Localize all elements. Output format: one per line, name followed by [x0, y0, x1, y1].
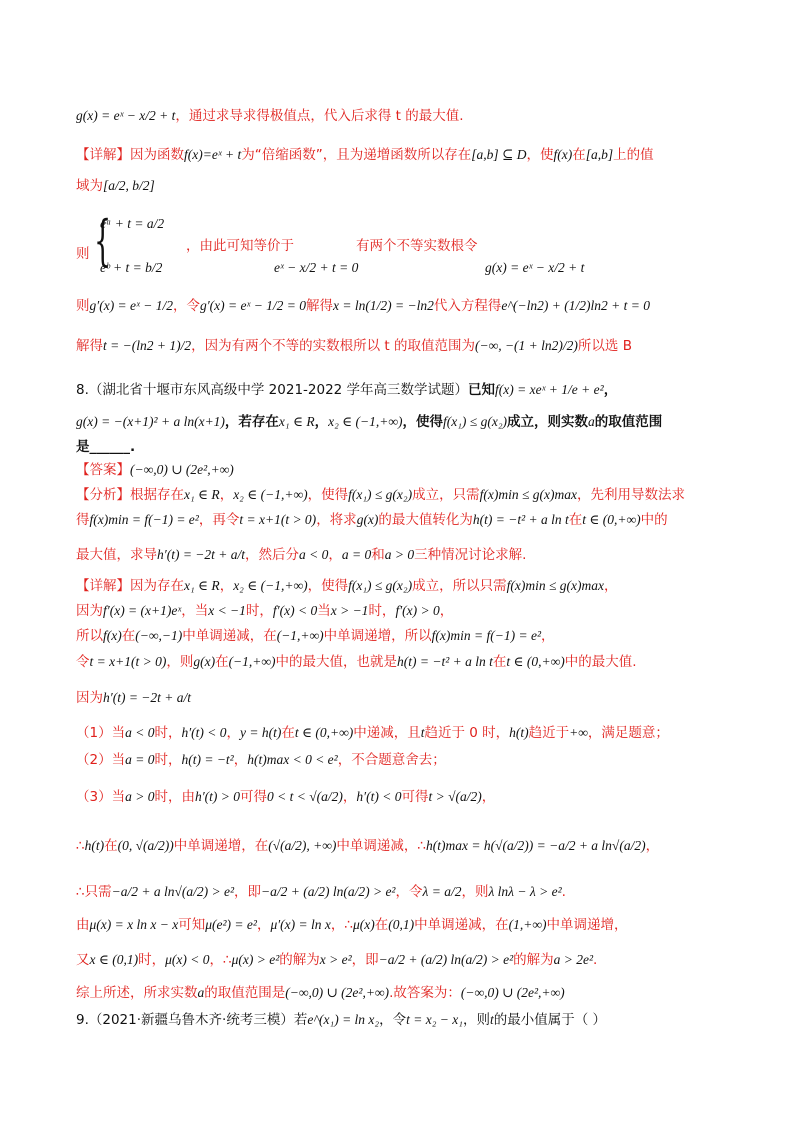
text-span: ，: [439, 603, 454, 619]
math-span: (0,1): [388, 917, 415, 932]
text-span: 的最小值属于（ ）: [493, 1012, 607, 1028]
math-span: (−∞,−1): [135, 628, 183, 643]
text-span: ，令: [395, 884, 423, 900]
text-span: .: [561, 884, 566, 900]
math-span: [a,b]: [585, 147, 614, 162]
question-8-header: [76, 380, 617, 400]
text-span: 的取值范围是: [204, 985, 286, 1001]
math-span: f′(x) > 0: [395, 603, 440, 618]
text-span: .故答案为：: [389, 985, 461, 1001]
math-span: (√(a/2), +∞): [268, 838, 337, 853]
math-span: a = 0: [125, 752, 155, 767]
text-span: ，即: [351, 952, 379, 968]
line-range: [76, 176, 155, 196]
text-span: ，将求: [316, 512, 357, 528]
math-span: x₁ ∈ R: [278, 414, 315, 429]
text-span: 在: [281, 725, 295, 741]
math-span: (−∞,0) ∪ (2e²,+∞): [285, 985, 390, 1000]
math-span: −a/2 + (a/2) ln(a/2) > e²: [261, 884, 396, 899]
math-span: f(x₁) ≤ g(x₂): [443, 414, 508, 429]
text-span: 上的值: [613, 147, 654, 163]
text-span: ，则: [462, 1012, 490, 1028]
text-span: 三种情况讨论求解.: [414, 547, 527, 563]
detail-line-4: [76, 652, 637, 672]
text-span: ，满足题意；: [587, 725, 669, 741]
math-span: −a/2 + (a/2) ln(a/2) > e²: [378, 952, 514, 967]
math-span: h(t)max = h(√(a/2)) = −a/2 + a ln√(a/2): [425, 838, 646, 853]
line-detail-intro: [76, 145, 654, 165]
detail-line-1: [76, 576, 617, 596]
math-span: g′(x) = eˣ − 1/2 = 0: [199, 298, 307, 313]
math-span: h′(t) = −2t + a/t: [103, 690, 192, 705]
math-span: h′(t) < 0: [181, 725, 227, 740]
math-span: (−1,+∞): [228, 654, 276, 669]
text-span: 可知: [178, 917, 206, 933]
text-span: 中的最大值，也就是: [275, 654, 398, 670]
text-span: ，若存在: [224, 414, 279, 430]
text-span: ，令: [379, 1012, 407, 1028]
math-span: t ∈ (0,+∞): [294, 725, 354, 740]
text-span: 所以选 B: [577, 338, 632, 354]
math-span: a < 0: [299, 547, 329, 562]
math-span: f′(x) < 0: [272, 603, 318, 618]
text-span: 中单调递减，在: [182, 628, 277, 644]
math-span: h′(t) < 0: [356, 789, 402, 804]
text-span: 在: [215, 654, 229, 670]
math-span: f(x)min = f(−1) = e²: [431, 628, 542, 643]
text-span: 中递减，且: [353, 725, 421, 741]
math-span: (−∞, −(1 + ln2)/2): [474, 338, 578, 353]
monotonic-line: [76, 836, 659, 856]
text-span: ，: [481, 789, 496, 805]
text-span: ，: [226, 725, 241, 741]
math-g-x: g(x) = eˣ − x/2 + t: [76, 108, 176, 123]
math-span: λ = a/2: [422, 884, 462, 899]
math-span: x₂ ∈ (−1,+∞): [233, 578, 308, 593]
mu-function-line: [76, 915, 627, 935]
text-span: ，: [541, 628, 555, 644]
text-span: 中单调递增，: [546, 917, 628, 933]
text-span: （3）当: [76, 789, 126, 805]
math-span: a < 0: [125, 725, 155, 740]
math-span: t ∈ (0,+∞): [582, 512, 641, 527]
condition-line: [76, 882, 566, 902]
math-span: t = −(ln2 + 1)/2: [103, 338, 192, 353]
text-span: 有两个不等实数根令: [356, 238, 478, 254]
text-span: 因为: [76, 690, 103, 706]
math-span: x₁ ∈ R: [184, 487, 220, 502]
math-span: h(t) = −t² + a ln t: [397, 654, 493, 669]
text-span: .: [593, 952, 598, 968]
math-span: x₁ ∈ R: [184, 578, 220, 593]
math-span: x₂ ∈ (−1,+∞): [328, 414, 403, 429]
text-span: 时，: [368, 603, 396, 619]
text-span: 域为: [76, 178, 103, 194]
analysis-line-1: [76, 485, 685, 505]
text-span: 中单调递减，∴: [336, 838, 426, 854]
text-span: 得: [76, 512, 90, 528]
math-span: a: [588, 414, 595, 429]
text-span: 所以: [76, 628, 103, 644]
text-span: 的取值范围: [594, 414, 663, 430]
math-span: μ′(x) = ln x: [270, 917, 331, 932]
analysis-line-3: [76, 545, 526, 565]
detail-line-3: [76, 626, 555, 646]
text-span: ，∴: [209, 952, 232, 968]
answer-label: 【答案】: [76, 462, 130, 478]
brace-symbol: {: [94, 209, 112, 272]
text-span: ，令: [172, 298, 200, 314]
text-span: ，: [603, 382, 618, 398]
answer-line: [76, 460, 234, 480]
text-span: 【详解】因为函数: [76, 147, 184, 163]
text-span: 解得: [306, 298, 334, 314]
math-span: x ∈ (0,1): [89, 952, 139, 967]
text-span: 中单调递增，在: [173, 838, 269, 854]
text-span: ，则: [461, 884, 489, 900]
text-span: ，通过求导求得极值点，代入后求得 t 的最大值.: [175, 108, 464, 124]
text-span: 中的: [640, 512, 668, 528]
math-span: f(x): [103, 628, 122, 643]
math-span: f(x)=eˣ + t: [184, 147, 242, 162]
math-span: e^(−ln2) + (1/2)ln2 + t = 0: [501, 298, 650, 313]
math-span: f(x)min ≤ g(x)max: [479, 487, 577, 502]
math-span: a = 0: [341, 547, 372, 562]
case-2-line: [76, 750, 446, 770]
line-g-definition: [76, 106, 464, 126]
line-solve-t: [76, 336, 632, 356]
math-span: x₂ ∈ (−1,+∞): [233, 487, 308, 502]
math-span: a > 0: [384, 547, 415, 562]
math-span: μ(x) = x ln x − x: [89, 917, 179, 932]
math-span: +∞: [569, 725, 588, 740]
math-span: h′(t) = −2t + a/t: [157, 547, 246, 562]
math-span: g(x) = −(x+1)² + a ln(x+1): [76, 414, 225, 429]
math-span: eᵇ + t = b/2: [100, 260, 163, 275]
math-span: (0, √(a/2)): [117, 838, 174, 853]
math-span: h(t): [509, 725, 529, 740]
line-derivative: [76, 296, 650, 316]
text-span: 时，: [245, 603, 273, 619]
text-span: 的解为: [513, 952, 554, 968]
text-span: 在: [572, 147, 586, 163]
math-span: x > e²: [319, 952, 352, 967]
system-eq-1: [100, 214, 164, 234]
text-span: 在: [492, 654, 507, 670]
question-9-line: [76, 1010, 606, 1030]
text-span: 最大值，求导: [76, 547, 157, 563]
text-span: 令: [76, 654, 90, 670]
math-span: λ lnλ − λ > e²: [488, 884, 562, 899]
equation-g-def: [485, 258, 584, 278]
text-span: ，: [603, 578, 618, 594]
math-span: (−∞,0) ∪ (2e²,+∞): [460, 985, 565, 1000]
math-span: g(x): [356, 512, 379, 527]
case-3-line: [76, 787, 495, 807]
math-span: [a,b] ⊆ D: [471, 147, 527, 162]
math-span: a > 0: [125, 789, 155, 804]
text-span: ，: [256, 917, 271, 933]
math-span: 0 < t < √(a/2): [267, 789, 343, 804]
text-span: 【分析】根据存在: [76, 487, 184, 503]
text-span: 中单调递增，所以: [323, 628, 432, 644]
detail-line-5: [76, 688, 191, 708]
math-span: t = x+1(t > 0): [239, 512, 317, 527]
math-span: eᵃ + t = a/2: [100, 216, 165, 231]
text-span: 为“倍缩函数”，且为递增函数所以存在: [241, 147, 472, 163]
math-span: μ(x) > e²: [231, 952, 280, 967]
math-span: x > −1: [330, 603, 369, 618]
text-span: 中单调递减，在: [414, 917, 509, 933]
math-span: y = h(t): [240, 725, 282, 740]
text-span: 趋近于: [528, 725, 570, 741]
text-span: （1）当: [76, 725, 126, 741]
math-span: a > 2e²: [553, 952, 594, 967]
text-span: ，使得: [307, 578, 349, 594]
text-span: ，即: [234, 884, 261, 900]
text-span: 解得: [76, 338, 103, 354]
math-span: t = x+1(t > 0): [89, 654, 167, 669]
text-span: ∴只需: [76, 884, 112, 900]
text-span: ，使得: [307, 487, 349, 503]
text-span: 则: [76, 246, 90, 262]
text-span: 又: [76, 952, 90, 968]
math-span: f′(x) = (x+1)eˣ: [103, 603, 182, 618]
text-span: 在: [374, 917, 389, 933]
text-span: 在: [121, 628, 136, 644]
line-equivalent: [186, 236, 294, 256]
text-span: 则: [76, 298, 90, 314]
text-span: 当: [317, 603, 331, 619]
text-span: 可得: [240, 789, 268, 805]
analysis-line-2: [76, 510, 668, 530]
text-span: ，: [314, 414, 329, 430]
text-span: 是______.: [76, 439, 136, 455]
math-span: g′(x) = eˣ − 1/2: [89, 298, 173, 313]
math-span: h(t) = −t² + a ln t: [472, 512, 569, 527]
text-span: 9.（2021·新疆乌鲁木齐·统考三模）若: [76, 1012, 308, 1028]
math-span: f(x₁) ≤ g(x₂): [348, 578, 413, 593]
text-span: （2）当: [76, 752, 126, 768]
text-span: ，由此可知等价于: [186, 238, 294, 254]
text-span: 【详解】因为存在: [76, 578, 184, 594]
question-8-body: [76, 412, 662, 432]
text-span: ，因为有两个不等的实数根所以 t 的取值范围为: [191, 338, 475, 354]
math-span: t ∈ (0,+∞): [506, 654, 565, 669]
text-span: ，然后分: [245, 547, 300, 563]
text-span: 成立，则实数: [507, 414, 589, 430]
text-span: ，使: [526, 147, 554, 163]
text-span: ，: [328, 547, 342, 563]
text-span: ，则: [166, 654, 194, 670]
math-span: e^(x₁) = ln x₂: [307, 1012, 380, 1027]
math-span: μ(x) < 0: [165, 952, 210, 967]
equation-zero: [274, 258, 358, 278]
question-8-blank: [76, 437, 135, 457]
math-span: g(x) = eˣ − x/2 + t: [485, 260, 585, 275]
math-span: μ(e²) = e²: [205, 917, 257, 932]
text-span: ，: [219, 578, 234, 594]
text-span: ，先利用导数法求: [576, 487, 685, 503]
text-span: 时，: [154, 752, 182, 768]
text-span: 时，由: [154, 789, 195, 805]
text-span: 综上所述，所求实数: [76, 985, 198, 1001]
math-span: −a/2 + a ln√(a/2) > e²: [111, 884, 234, 899]
text-span: 成立，只需: [412, 487, 480, 503]
math-span: (1,+∞): [508, 917, 547, 932]
solution-line: [76, 950, 597, 970]
math-span: f(x) = xeˣ + 1/e + e²: [495, 382, 604, 397]
math-span: f(x): [553, 147, 573, 162]
math-span: f(x)min = f(−1) = e²: [89, 512, 199, 527]
text-span: ，: [233, 752, 248, 768]
text-span: ，当: [181, 603, 209, 619]
detail-line-2: [76, 601, 453, 621]
text-span: ，再令: [198, 512, 240, 528]
conclusion-line: [76, 983, 565, 1003]
math-span: t: [420, 725, 425, 740]
text-span: ，: [645, 838, 660, 854]
math-span: h(t): [84, 838, 105, 853]
line-two-roots: [356, 236, 478, 256]
text-span: 可得: [401, 789, 429, 805]
text-span: 中的最大值.: [564, 654, 637, 670]
math-span: x < −1: [208, 603, 246, 618]
math-span: t = x₂ − x₁: [406, 1012, 463, 1027]
math-span: t: [489, 1012, 494, 1027]
text-span: 时，: [138, 952, 166, 968]
system-eq-2: [100, 258, 162, 278]
math-span: x = ln(1/2) = −ln2: [333, 298, 434, 313]
math-span: eˣ − x/2 + t = 0: [274, 260, 359, 275]
text-span: 由: [76, 917, 90, 933]
text-span: ，: [342, 789, 357, 805]
math-span: g(x): [193, 654, 216, 669]
text-span: 的解为: [279, 952, 320, 968]
math-span: h(t)max < 0 < e²: [247, 752, 338, 767]
math-span: h(t) = −t²: [181, 752, 234, 767]
math-span: f(x)min ≤ g(x)max: [506, 578, 604, 593]
text-span: 和: [371, 547, 385, 563]
math-span: f(x₁) ≤ g(x₂): [348, 487, 413, 502]
line-system-label: [76, 244, 90, 264]
text-span: ，: [219, 487, 234, 503]
math-span: [a/2, b/2]: [103, 178, 155, 193]
therefore-symbol: ∴: [76, 838, 85, 854]
text-span: 时，: [154, 725, 182, 741]
text-span: 8.（湖北省十堰市东风高级中学 2021-2022 学年高三数学试题）: [76, 382, 469, 398]
answer-value: (−∞,0) ∪ (2e²,+∞): [130, 462, 234, 477]
math-span: h′(t) > 0: [194, 789, 241, 804]
text-span: ，使得: [402, 414, 443, 430]
text-span: 在: [568, 512, 583, 528]
case-1-line: [76, 723, 669, 743]
text-span: 成立，所以只需: [412, 578, 507, 594]
text-span: ，不合题意舍去；: [337, 752, 446, 768]
text-span: 代入方程得: [433, 298, 502, 314]
math-span: μ(x): [352, 917, 375, 932]
text-span: 的最大值转化为: [378, 512, 473, 528]
text-span: 在: [104, 838, 118, 854]
text-span: 已知: [468, 382, 496, 398]
text-span: 趋近于 0 时，: [424, 725, 510, 741]
math-span: a: [197, 985, 205, 1000]
text-span: 因为: [76, 603, 103, 619]
math-span: t > √(a/2): [428, 789, 482, 804]
text-span: ，∴: [330, 917, 353, 933]
math-span: (−1,+∞): [276, 628, 324, 643]
